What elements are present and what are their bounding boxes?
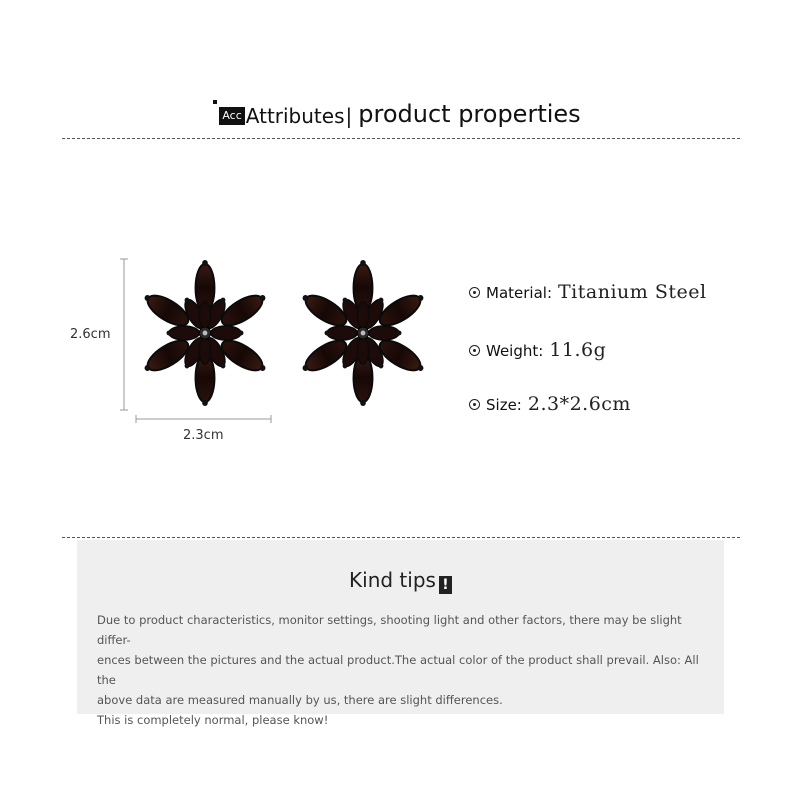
earring-left xyxy=(143,260,266,406)
property-weight xyxy=(469,339,606,361)
property-size xyxy=(469,393,631,415)
header-label-en: Attributes xyxy=(245,104,345,128)
property-label: Material: xyxy=(486,284,552,302)
tips-title-row xyxy=(77,568,724,594)
bullet-icon xyxy=(469,345,480,356)
property-value: 2.3*2.6cm xyxy=(527,393,631,415)
width-dimension-line xyxy=(136,415,271,423)
page-title: product properties xyxy=(358,100,581,128)
property-value: 11.6g xyxy=(549,339,607,361)
bullet-icon xyxy=(469,399,480,410)
kind-tips-panel xyxy=(77,540,724,727)
earring-right xyxy=(301,260,424,406)
property-material xyxy=(469,281,707,303)
tips-title: Kind tips xyxy=(349,568,436,592)
height-label: 2.6cm xyxy=(70,327,111,342)
height-dimension-line xyxy=(120,259,128,410)
property-value: Titanium Steel xyxy=(558,281,707,303)
bullet-icon xyxy=(469,287,480,298)
property-label: Weight: xyxy=(486,342,544,360)
tips-line: Due to product characteristics, monitor settings, shooting light and other factors, there may be slight differ- xyxy=(97,613,682,647)
exclamation-icon: ! xyxy=(439,576,452,594)
width-label: 2.3cm xyxy=(183,428,224,443)
tips-text xyxy=(97,610,709,730)
header-badge: Acc xyxy=(219,107,244,125)
tips-line: above data are measured manually by us, there are slight differences. xyxy=(97,693,503,707)
tips-line: ences between the pictures and the actual product.The actual color of the product shall prevail. Also: All the xyxy=(97,653,699,687)
property-label: Size: xyxy=(486,396,522,414)
bottom-divider xyxy=(62,537,740,538)
tips-line: This is completely normal, please know! xyxy=(97,713,329,727)
header-separator: | xyxy=(345,104,353,128)
